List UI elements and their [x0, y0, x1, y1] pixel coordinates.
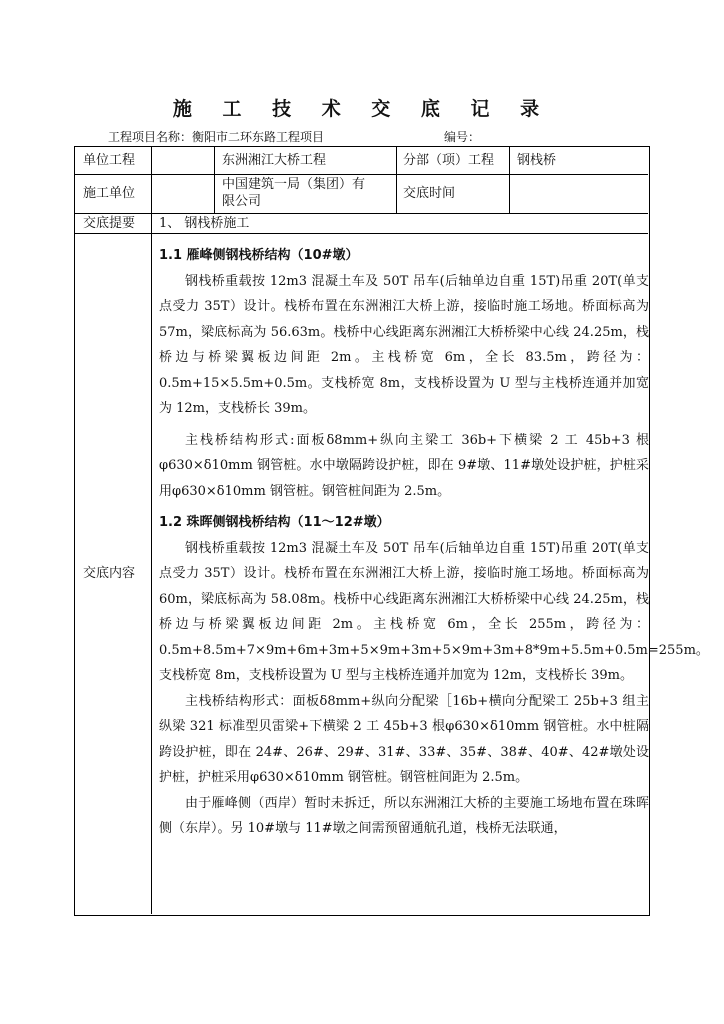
document-number: 编号：	[444, 130, 481, 144]
paragraph: 由于雁峰侧（西岸）暂时未拆迁，所以东洲湘江大桥的主要施工场地布置在珠晖侧（东岸）。另 10#墩与 11#墩之间需预留通航孔道，栈桥无法联通，	[159, 795, 649, 836]
document-title: 施 工 技 术 交 底 记 录	[172, 98, 552, 120]
paragraph: 主栈桥结构形式:面板δ8mm+纵向主梁工 36b+下横梁 2 工 45b+3 根φ630×δ10mm 钢管桩。水中墩隔跨设护桩，即在 9#墩、11#墩处设护桩，护桩采用φ630×δ10mm 钢管桩。钢管桩间距为 2.5m。	[159, 432, 649, 499]
project-name: 工程项目名称：衡阳市二环东路工程项目	[108, 130, 325, 144]
row-divider-3	[75, 233, 648, 234]
paragraph: 主栈桥结构形式：面板δ8mm+纵向分配梁［16b+横向分配梁工 25b+3 组主纵梁 321 标准型贝雷梁+下横梁 2 工 45b+3 根φ630×δ10mm 钢管桩。水中桩隔跨设护桩，即在 24#、26#、29#、31#、33#、35#、38#、40#、42#墩处设护桩，护桩采用φ630×δ10mm 钢管桩。钢管桩间距为 2.5m。	[159, 693, 649, 785]
summary-label: 交底提要	[83, 216, 136, 231]
paragraph: 钢栈桥重载按 12m3 混凝土车及 50T 吊车(后轴单边自重 15T)吊重 20T(单支点受力 35T）设计。栈桥布置在东洲湘江大桥上游，接临时施工场地。桥面标高为 60m，梁底标高为 58.08m。栈桥中心线距离东洲湘江大桥桥梁中心线 24.25m，栈桥边与桥梁翼板边间距 2m。主栈桥宽 6m，全长 255m，跨径为：0.5m+8.5m+7×9m+6m+3m+5×9m+3m+5×9m+3m+8*9m+5.5m+0.5m=255m。支栈桥宽 8m，支栈桥设置为 U 型与主栈桥连通并加宽为 12m，支栈桥长 39m。	[159, 540, 709, 683]
constructor-value-line1: 中国建筑一局（集团）有	[222, 177, 366, 192]
constructor-value-line2: 限公司	[222, 194, 262, 209]
row-divider-1	[75, 174, 648, 175]
summary-value: 1、 钢栈桥施工	[159, 216, 250, 231]
col-divider-sublabel	[396, 147, 397, 213]
disclosure-content	[159, 243, 709, 842]
disclosure-table	[74, 146, 709, 916]
unit-label: 单位工程	[83, 153, 136, 168]
unit-value: 东洲湘江大桥工程	[222, 153, 327, 168]
col-divider-value	[214, 147, 215, 213]
sub-value: 钢栈桥	[517, 153, 557, 168]
section-1-title: 1.1 雁峰侧钢栈桥结构（10#墩）	[159, 248, 359, 263]
section-2-title: 1.2 珠晖侧钢栈桥结构（11～12#墩）	[159, 515, 390, 530]
content-label: 交底内容	[83, 566, 136, 581]
paragraph: 钢栈桥重载按 12m3 混凝土车及 50T 吊车(后轴单边自重 15T)吊重 20T(单支点受力 35T）设计。栈桥布置在东洲湘江大桥上游，接临时施工场地。桥面标高为 57m，梁底标高为 56.63m。栈桥中心线距离东洲湘江大桥桥梁中心线 24.25m，栈桥边与桥梁翼板边间距 2m。主栈桥宽 6m，全长 83.5m，跨径为：0.5m+15×5.5m+0.5m。支栈桥宽 8m，支栈桥设置为 U 型与主栈桥连通并加宽为 12m，支栈桥长 39m。	[159, 273, 649, 416]
time-label: 交底时间	[403, 186, 456, 201]
constructor-label: 施工单位	[83, 186, 136, 201]
col-divider-label	[151, 147, 152, 914]
row-divider-2	[75, 213, 648, 214]
col-divider-subvalue	[509, 147, 510, 213]
sub-label: 分部（项）工程	[403, 153, 495, 168]
